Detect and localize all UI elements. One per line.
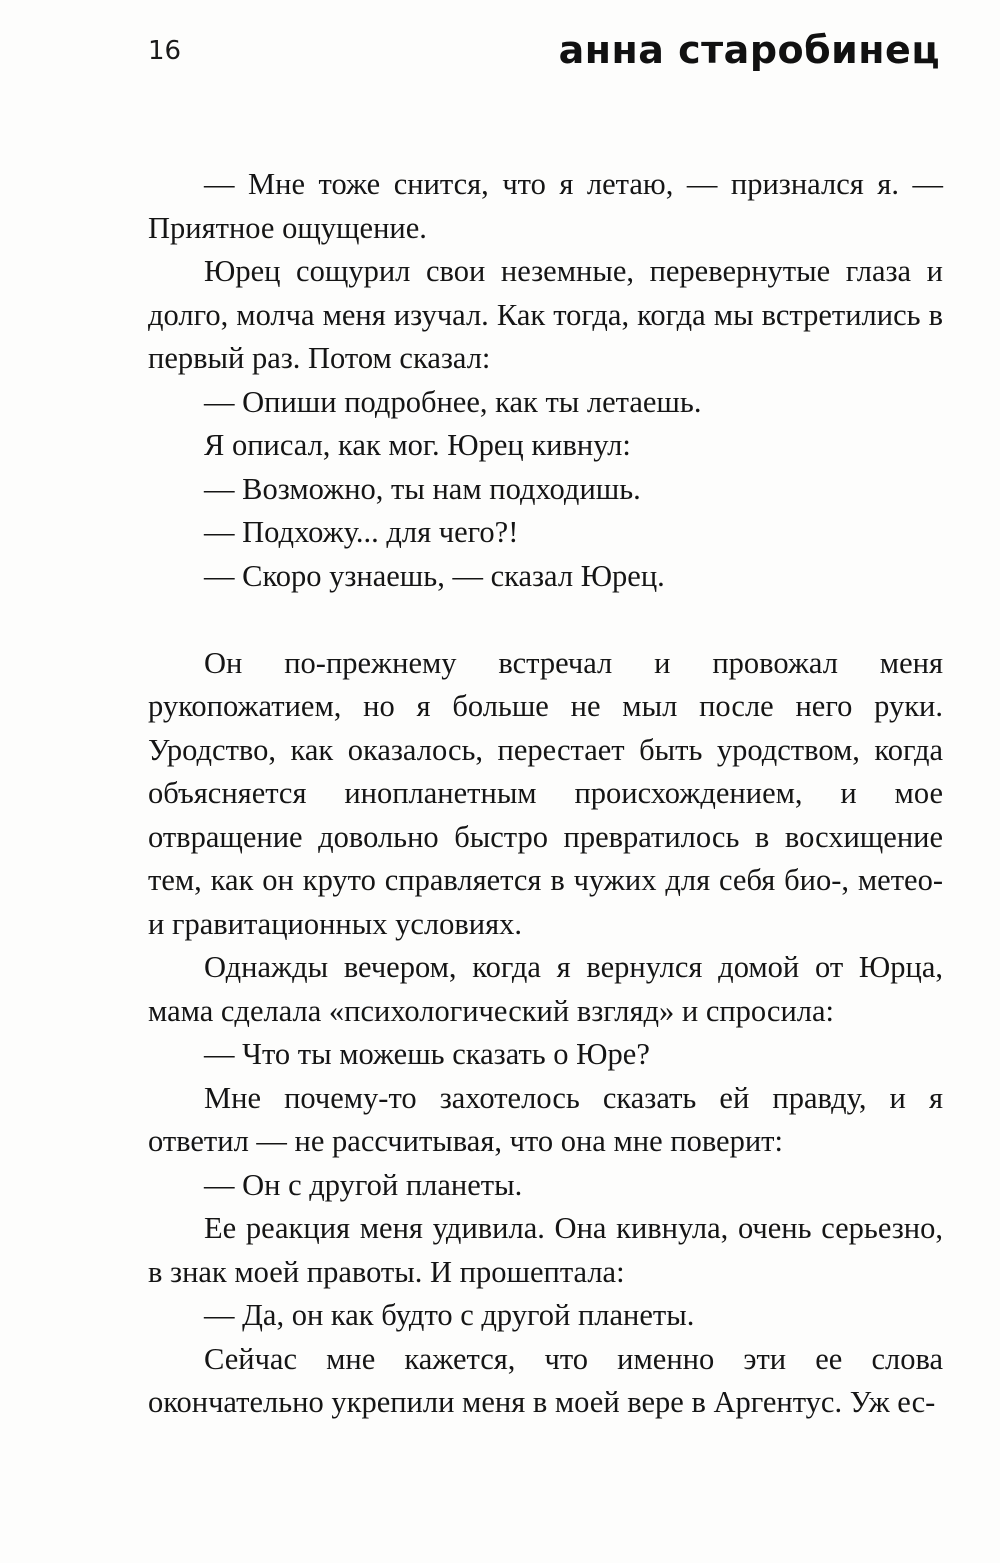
paragraph: Он по-прежнему встречал и провожал меня рукопожатием, но я больше не мыл после него руки. Уродство, как оказалось, перестает быть уродством, когда объясняется инопланетным происхождением, и мое отвращение довольно быстро превратилось в восхищение тем, как он круто справляется в чужих для себя био-, метео- и гравитационных условиях. [148, 645, 943, 941]
paragraph: Однажды вечером, когда я вернулся домой от Юрца, мама сделала «психологический взгляд» и спросила: [148, 950, 943, 1028]
paragraph: Сейчас мне кажется, что именно эти ее слова окончательно укрепили меня в моей вере в Аргентус. Уж ес- [148, 1341, 943, 1419]
paragraph: — Скоро узнаешь, — сказал Юрец. [204, 558, 665, 593]
running-head-author: анна старобинец [558, 28, 940, 72]
paragraph: — Опиши подробнее, как ты летаешь. [204, 384, 702, 419]
paragraph: — Что ты можешь сказать о Юре? [204, 1037, 650, 1071]
paragraph: — Мне тоже снится, что я летаю, — признался я. — Приятное ощущение. [148, 167, 943, 245]
paragraph: Юрец сощурил свои неземные, перевернутые глаза и долго, молча меня изучал. Как тогда, когда мы встретились в первый раз. Потом сказал: [148, 254, 943, 375]
paragraph: — Возможно, ты нам подходишь. [204, 471, 641, 506]
page-number: 16 [148, 36, 182, 66]
paragraph: Я описал, как мог. Юрец кивнул: [204, 428, 631, 462]
paragraph: — Подхожу... для чего?! [204, 515, 519, 549]
paragraph: — Да, он как будто с другой планеты. [204, 1298, 695, 1332]
paragraph: Ее реакция меня удивила. Она кивнула, очень серьезно, в знак моей правоты. И прошептала: [148, 1211, 943, 1289]
paragraph: — Он с другой планеты. [204, 1167, 523, 1202]
paragraph: Мне почему-то захотелось сказать ей правду, и я ответил — не рассчитывая, что она мне поверит: [148, 1080, 943, 1158]
body-text [148, 163, 943, 1425]
